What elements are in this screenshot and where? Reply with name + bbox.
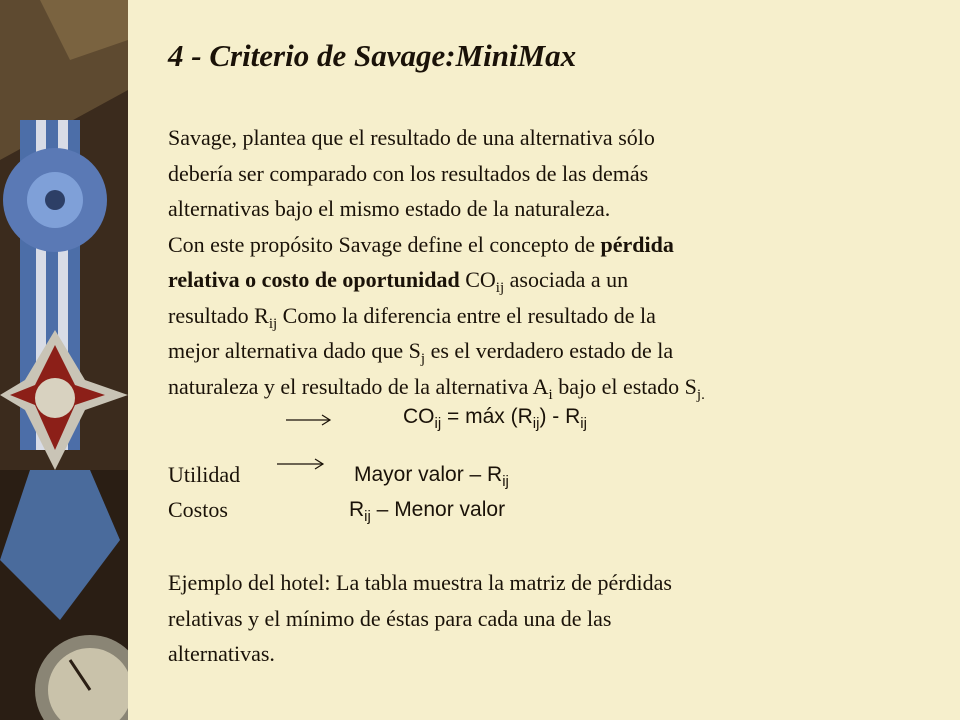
- arrow-right-icon: [275, 455, 327, 471]
- regret-formula: $CO_{ij}$ = máx $(R_{ij}) - R_{ij}$: [403, 405, 587, 432]
- paragraph2-line: mejor alternativa dado que $S_j$ es el verdadero estado de la: [168, 338, 674, 367]
- paragraph1-line: Savage, plantea que el resultado de una alternativa sólo: [168, 125, 655, 150]
- decorative-side-image: [0, 0, 128, 720]
- paragraph1-line: alternativas bajo el mismo estado de la naturaleza.: [168, 196, 611, 221]
- body-text: [168, 120, 928, 404]
- ejemplo-line: relativas y el mínimo de éstas para cada una de las: [168, 605, 612, 631]
- slide-title: 4 - Criterio de Savage:MiniMax: [168, 38, 577, 73]
- paragraph2-line: relativa o costo de oportunidad $CO_{ij}$ asociada a un: [168, 267, 629, 296]
- paragraph2-line: resultado $R_{ij}$ Como la diferencia entre el resultado de la: [168, 302, 656, 332]
- arrow-right-icon: [284, 412, 334, 426]
- costos-label: Costos: [168, 497, 228, 522]
- utilidad-expression: Mayor valor – $R_{ij}$: [354, 463, 509, 490]
- medal-illustration: [0, 0, 128, 720]
- paragraph2-line: naturaleza y el resultado de la alternativa $A_i$ bajo el estado $S_{j.}$: [168, 373, 705, 403]
- paragraph1-line: debería ser comparado con los resultados de las demás: [168, 160, 649, 186]
- costos-expression: $R_{ij}$ – Menor valor: [349, 498, 506, 525]
- paragraph2-line: Con este propósito Savage define el concepto de pérdida: [168, 231, 674, 257]
- ejemplo-line: Ejemplo del hotel: La tabla muestra la matriz de pérdidas: [168, 570, 672, 595]
- ejemplo-paragraph: [168, 565, 908, 672]
- utilidad-label: Utilidad: [168, 462, 241, 487]
- ejemplo-line: alternativas.: [168, 641, 275, 666]
